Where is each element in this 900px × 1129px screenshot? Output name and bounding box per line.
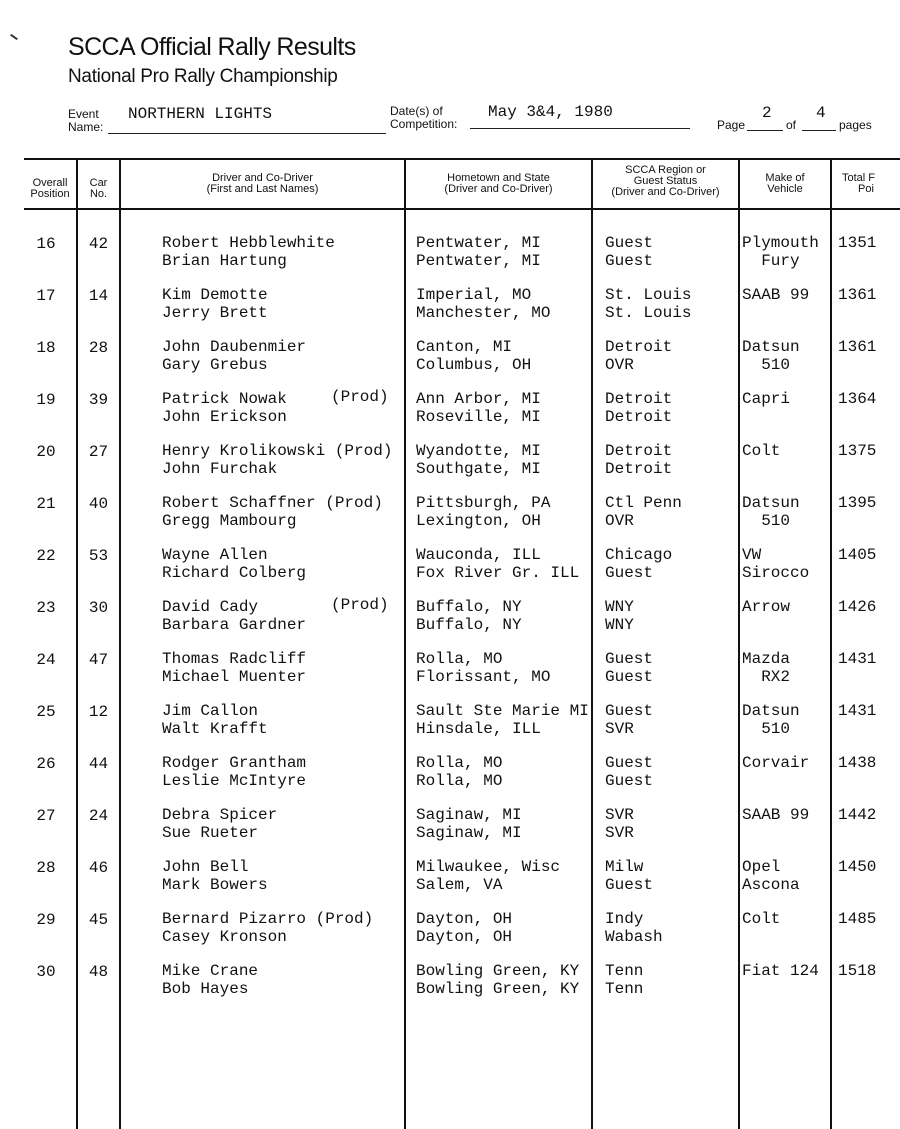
header-overall-position: Overall Position xyxy=(30,177,70,200)
co-driver-hometown: Roseville, MI xyxy=(416,408,541,426)
vehicle-model: Sirocco xyxy=(742,564,810,582)
vehicle-model: Ascona xyxy=(742,876,800,894)
stray-mark xyxy=(10,34,18,40)
driver-hometown: Wyandotte, MI xyxy=(416,442,541,460)
driver-region: Detroit xyxy=(605,338,673,356)
vehicle-make: Plymouth xyxy=(742,234,819,252)
co-driver-name: Brian Hartung xyxy=(162,252,287,270)
header-car-no: Car No. xyxy=(89,177,108,200)
co-driver-region: SVR xyxy=(605,720,634,738)
car-number: 42 xyxy=(88,235,109,253)
co-driver-name: Gary Grebus xyxy=(162,356,268,374)
total-points: 1375 xyxy=(838,442,877,460)
overall-position: 27 xyxy=(36,807,56,825)
table-top-rule xyxy=(24,158,900,160)
competition-label: Competition: xyxy=(390,117,458,131)
driver-hometown: Pittsburgh, PA xyxy=(416,494,551,512)
column-divider-make xyxy=(830,158,832,1129)
header-hometown: Hometown and State (Driver and Co-Driver) xyxy=(444,172,553,195)
co-driver-region: SVR xyxy=(605,824,634,842)
driver-name: Henry Krolikowski (Prod) xyxy=(162,442,393,460)
total-points: 1518 xyxy=(838,962,877,980)
driver-hometown: Rolla, MO xyxy=(416,650,503,668)
co-driver-hometown: Rolla, MO xyxy=(416,772,503,790)
driver-hometown: Ann Arbor, MI xyxy=(416,390,541,408)
pages-label: pages xyxy=(839,118,872,132)
page-number-value: 2 xyxy=(762,104,772,122)
co-driver-region: St. Louis xyxy=(605,304,692,322)
co-driver-region: Wabash xyxy=(605,928,663,946)
co-driver-hometown: Dayton, OH xyxy=(416,928,513,946)
overall-position: 22 xyxy=(36,547,56,565)
co-driver-hometown: Saginaw, MI xyxy=(416,824,522,842)
total-points: 1361 xyxy=(838,338,877,356)
overall-position: 23 xyxy=(36,599,56,617)
date-label: Date(s) of xyxy=(390,104,443,118)
co-driver-hometown: Manchester, MO xyxy=(416,304,551,322)
co-driver-name: Mark Bowers xyxy=(162,876,268,894)
co-driver-region: Guest xyxy=(605,564,654,582)
driver-region: Guest xyxy=(605,754,654,772)
overall-position: 17 xyxy=(36,287,56,305)
driver-hometown: Canton, MI xyxy=(416,338,513,356)
total-points: 1364 xyxy=(838,390,877,408)
co-driver-region: OVR xyxy=(605,356,634,374)
driver-region: SVR xyxy=(605,806,634,824)
driver-region: Indy xyxy=(605,910,644,928)
co-driver-hometown: Pentwater, MI xyxy=(416,252,541,270)
total-points: 1438 xyxy=(838,754,877,772)
co-driver-name: Casey Kronson xyxy=(162,928,287,946)
co-driver-hometown: Buffalo, NY xyxy=(416,616,522,634)
vehicle-model: RX2 xyxy=(742,668,791,686)
overall-position: 30 xyxy=(36,963,56,981)
driver-name: Wayne Allen xyxy=(162,546,268,564)
column-divider-driver xyxy=(404,158,406,1129)
car-number: 46 xyxy=(88,859,109,877)
driver-name: Patrick Nowak xyxy=(162,390,287,408)
event-name-value: NORTHERN LIGHTS xyxy=(128,105,273,123)
driver-name: Thomas Radcliff xyxy=(162,650,307,668)
total-points: 1431 xyxy=(838,650,877,668)
page-subtitle: National Pro Rally Championship xyxy=(68,66,338,87)
co-driver-region: Detroit xyxy=(605,408,673,426)
header-region: SCCA Region or Guest Status (Driver and Co-Driver) xyxy=(611,164,720,198)
vehicle-make: SAAB 99 xyxy=(742,286,810,304)
total-points: 1405 xyxy=(838,546,877,564)
total-points: 1351 xyxy=(838,234,877,252)
driver-name: John Daubenmier xyxy=(162,338,307,356)
driver-region: WNY xyxy=(605,598,634,616)
car-number: 12 xyxy=(88,703,109,721)
driver-name: Bernard Pizarro (Prod) xyxy=(162,910,374,928)
driver-hometown: Pentwater, MI xyxy=(416,234,541,252)
car-number: 40 xyxy=(88,495,109,513)
of-label: of xyxy=(786,118,797,132)
vehicle-model: Fury xyxy=(742,252,800,270)
co-driver-hometown: Columbus, OH xyxy=(416,356,532,374)
driver-name: Debra Spicer xyxy=(162,806,278,824)
car-number: 27 xyxy=(88,443,109,461)
co-driver-region: Guest xyxy=(605,668,654,686)
driver-region: Detroit xyxy=(605,442,673,460)
driver-region: Detroit xyxy=(605,390,673,408)
driver-hometown: Bowling Green, KY xyxy=(416,962,580,980)
page-label: Page xyxy=(717,118,746,132)
driver-name: Kim Demotte xyxy=(162,286,268,304)
overall-position: 25 xyxy=(36,703,56,721)
co-driver-hometown: Fox River Gr. ILL xyxy=(416,564,580,582)
overall-position: 21 xyxy=(36,495,56,513)
co-driver-name: Gregg Mambourg xyxy=(162,512,297,530)
vehicle-model: 510 xyxy=(742,512,791,530)
car-number: 39 xyxy=(88,391,109,409)
driver-name: Mike Crane xyxy=(162,962,259,980)
total-points: 1431 xyxy=(838,702,877,720)
total-points: 1361 xyxy=(838,286,877,304)
co-driver-name: Bob Hayes xyxy=(162,980,249,998)
vehicle-make: Datsun xyxy=(742,702,800,720)
date-value: May 3&4, 1980 xyxy=(488,103,613,121)
overall-position: 28 xyxy=(36,859,56,877)
total-points: 1395 xyxy=(838,494,877,512)
co-driver-name: Jerry Brett xyxy=(162,304,268,322)
driver-name: David Cady xyxy=(162,598,259,616)
vehicle-make: Corvair xyxy=(742,754,810,772)
overall-position: 20 xyxy=(36,443,56,461)
co-driver-name: Leslie McIntyre xyxy=(162,772,307,790)
vehicle-make: Opel xyxy=(742,858,781,876)
co-driver-region: WNY xyxy=(605,616,634,634)
vehicle-make: Datsun xyxy=(742,494,800,512)
car-number: 30 xyxy=(88,599,109,617)
production-class-marker: (Prod) xyxy=(331,388,389,406)
driver-name: Rodger Grantham xyxy=(162,754,307,772)
driver-region: Tenn xyxy=(605,962,644,980)
total-points: 1426 xyxy=(838,598,877,616)
event-label: Event xyxy=(68,107,99,121)
header-make: Make of Vehicle xyxy=(765,172,805,195)
vehicle-make: Arrow xyxy=(742,598,791,616)
driver-region: Chicago xyxy=(605,546,673,564)
co-driver-name: Barbara Gardner xyxy=(162,616,307,634)
driver-name: Robert Hebblewhite xyxy=(162,234,335,252)
total-points: 1450 xyxy=(838,858,877,876)
header-total: Total F Poi xyxy=(842,172,876,195)
driver-hometown: Dayton, OH xyxy=(416,910,513,928)
driver-region: Milw xyxy=(605,858,644,876)
co-driver-region: Guest xyxy=(605,252,654,270)
date-underline xyxy=(470,128,690,129)
driver-region: St. Louis xyxy=(605,286,692,304)
co-driver-name: John Furchak xyxy=(162,460,278,478)
vehicle-model: 510 xyxy=(742,356,791,374)
vehicle-make: Colt xyxy=(742,910,781,928)
production-class-marker: (Prod) xyxy=(331,596,389,614)
total-points: 1485 xyxy=(838,910,877,928)
total-pages-underline xyxy=(802,130,836,131)
overall-position: 24 xyxy=(36,651,56,669)
overall-position: 18 xyxy=(36,339,56,357)
co-driver-hometown: Salem, VA xyxy=(416,876,503,894)
co-driver-hometown: Lexington, OH xyxy=(416,512,541,530)
page-title: SCCA Official Rally Results xyxy=(68,33,356,61)
driver-hometown: Buffalo, NY xyxy=(416,598,522,616)
vehicle-make: Fiat 124 xyxy=(742,962,819,980)
driver-region: Guest xyxy=(605,234,654,252)
co-driver-hometown: Southgate, MI xyxy=(416,460,541,478)
vehicle-make: VW xyxy=(742,546,762,564)
driver-name: Robert Schaffner (Prod) xyxy=(162,494,383,512)
event-name-underline xyxy=(108,133,386,134)
car-number: 44 xyxy=(88,755,109,773)
co-driver-name: Sue Rueter xyxy=(162,824,259,842)
header-driver: Driver and Co-Driver (First and Last Names) xyxy=(206,172,319,195)
car-number: 45 xyxy=(88,911,109,929)
car-number: 53 xyxy=(88,547,109,565)
total-points: 1442 xyxy=(838,806,877,824)
co-driver-hometown: Florissant, MO xyxy=(416,668,551,686)
co-driver-hometown: Hinsdale, ILL xyxy=(416,720,541,738)
co-driver-region: OVR xyxy=(605,512,634,530)
co-driver-region: Guest xyxy=(605,876,654,894)
co-driver-name: John Erickson xyxy=(162,408,287,426)
driver-region: Guest xyxy=(605,650,654,668)
co-driver-region: Detroit xyxy=(605,460,673,478)
overall-position: 16 xyxy=(36,235,56,253)
co-driver-hometown: Bowling Green, KY xyxy=(416,980,580,998)
driver-hometown: Imperial, MO xyxy=(416,286,532,304)
car-number: 24 xyxy=(88,807,109,825)
page-number-underline xyxy=(747,130,783,131)
vehicle-model: 510 xyxy=(742,720,791,738)
table-header-rule xyxy=(24,208,900,210)
column-divider-car xyxy=(119,158,121,1129)
driver-name: Jim Callon xyxy=(162,702,259,720)
car-number: 48 xyxy=(88,963,109,981)
overall-position: 29 xyxy=(36,911,56,929)
driver-hometown: Rolla, MO xyxy=(416,754,503,772)
driver-hometown: Sault Ste Marie MI xyxy=(416,702,589,720)
co-driver-name: Walt Krafft xyxy=(162,720,268,738)
co-driver-region: Tenn xyxy=(605,980,644,998)
co-driver-name: Michael Muenter xyxy=(162,668,307,686)
driver-hometown: Milwaukee, Wisc xyxy=(416,858,561,876)
driver-region: Guest xyxy=(605,702,654,720)
co-driver-region: Guest xyxy=(605,772,654,790)
column-divider-hometown xyxy=(591,158,593,1129)
car-number: 28 xyxy=(88,339,109,357)
car-number: 14 xyxy=(88,287,109,305)
overall-position: 26 xyxy=(36,755,56,773)
driver-hometown: Saginaw, MI xyxy=(416,806,522,824)
car-number: 47 xyxy=(88,651,109,669)
driver-name: John Bell xyxy=(162,858,249,876)
vehicle-make: Datsun xyxy=(742,338,800,356)
vehicle-make: SAAB 99 xyxy=(742,806,810,824)
driver-region: Ctl Penn xyxy=(605,494,682,512)
driver-hometown: Wauconda, ILL xyxy=(416,546,541,564)
vehicle-make: Colt xyxy=(742,442,781,460)
event-name-label: Name: xyxy=(68,120,104,134)
vehicle-make: Capri xyxy=(742,390,791,408)
co-driver-name: Richard Colberg xyxy=(162,564,307,582)
total-pages-value: 4 xyxy=(816,104,826,122)
overall-position: 19 xyxy=(36,391,56,409)
column-divider-region xyxy=(738,158,740,1129)
vehicle-make: Mazda xyxy=(742,650,791,668)
